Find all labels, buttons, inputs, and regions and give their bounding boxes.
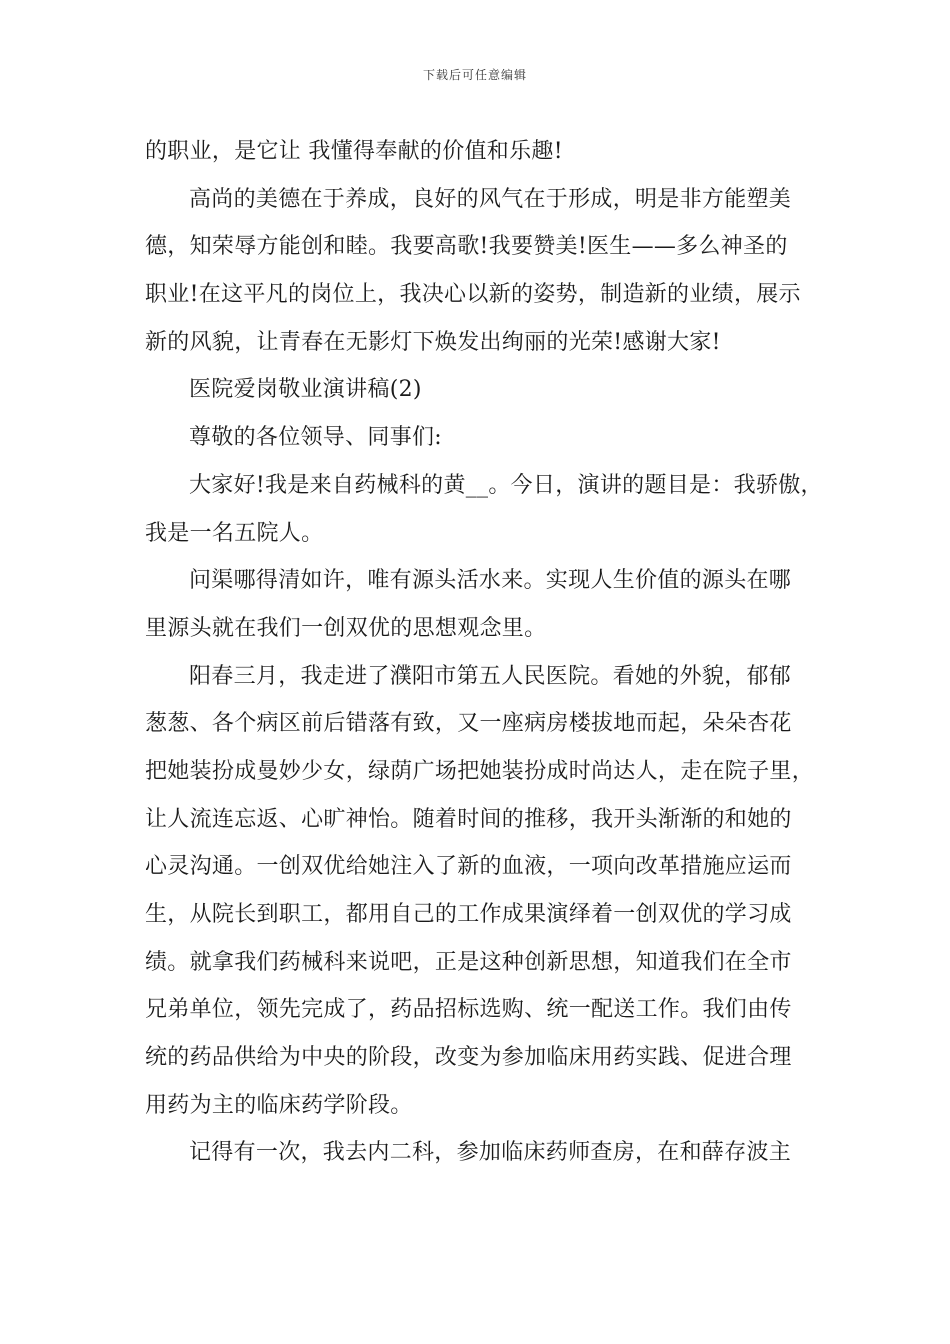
text-line: 里源头就在我们一创双优的思想观念里。 [145, 615, 547, 641]
text-line: 大家好!我是来自药械科的黄__。今日，演讲的题目是：我骄傲， [189, 472, 823, 498]
text-line: 用药为主的临床药学阶段。 [145, 1092, 413, 1118]
text-line: 葱葱、各个病区前后错落有致，又一座病房楼拔地而起，朵朵杏花 [145, 711, 792, 737]
text-line: 绩。就拿我们药械科来说吧，正是这种创新思想，知道我们在全市 [145, 949, 792, 975]
text-line: 德，知荣辱方能创和睦。我要高歌!我要赞美!医生——多么神圣的 [145, 234, 788, 260]
text-line: 兄弟单位，领先完成了，药品招标选购、统一配送工作。我们由传 [145, 997, 792, 1023]
text-line: 问渠哪得清如许，唯有源头活水来。实现人生价值的源头在哪 [189, 568, 792, 594]
text-line: 新的风貌，让青春在无影灯下焕发出绚丽的光荣!感谢大家! [145, 329, 721, 355]
text-line: 统的药品供给为中央的阶段，改变为参加临床用药实践、促进合理 [145, 1045, 792, 1071]
page-header-note: 下载后可任意编辑 [422, 68, 527, 82]
text-line: 让人流连忘返、心旷神怡。随着时间的推移，我开头渐渐的和她的 [145, 806, 792, 832]
text-line: 生，从院长到职工，都用自己的工作成果演绎着一创双优的学习成 [145, 902, 792, 927]
text-line: 记得有一次，我去内二科，参加临床药师查房，在和薛存波主 [189, 1140, 792, 1166]
text-line: 尊敬的各位领导、同事们: [189, 425, 443, 451]
text-line: 阳春三月，我走进了濮阳市第五人民医院。看她的外貌，郁郁 [189, 663, 792, 689]
text-line: 职业!在这平凡的岗位上，我决心以新的姿势，制造新的业绩，展示 [145, 282, 801, 308]
text-line: 高尚的美德在于养成，良好的风气在于形成，明是非方能塑美 [189, 186, 792, 212]
text-line: 把她装扮成曼妙少女，绿荫广场把她装扮成时尚达人，走在院子里， [145, 758, 815, 784]
text-line: 的职业，是它让 我懂得奉献的价值和乐趣! [145, 139, 563, 164]
text-line: 我是一名五院人。 [145, 520, 324, 546]
document-body [145, 128, 825, 1177]
text-line: 心灵沟通。一创双优给她注入了新的血液，一项向改革措施应运而 [145, 854, 792, 880]
text-line: 医院爱岗敬业演讲稿(2) [189, 377, 422, 403]
